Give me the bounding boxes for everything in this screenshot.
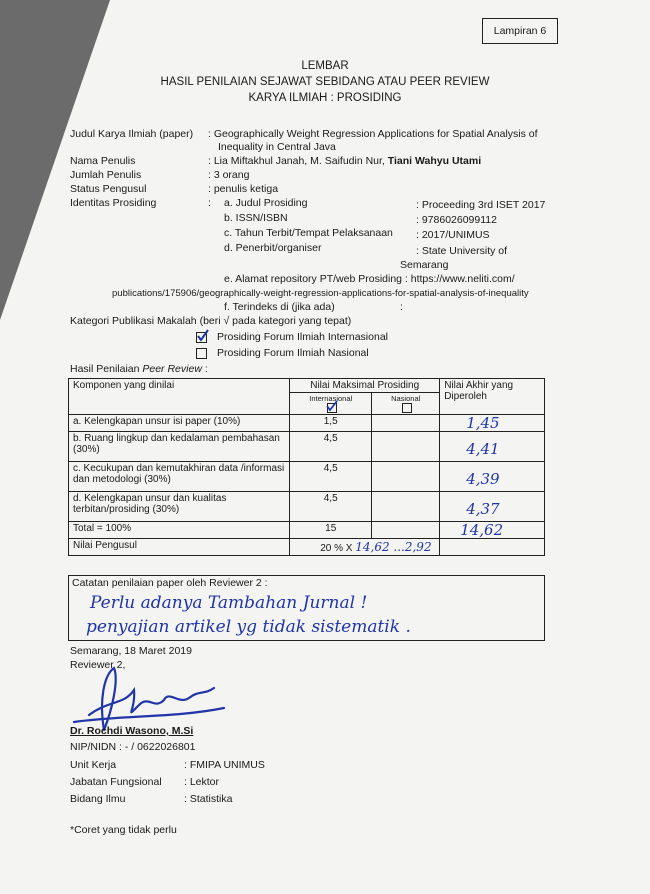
- kategori-option-label: Prosiding Forum Ilmiah Internasional: [217, 331, 388, 343]
- judul-value-cont: Inequality in Central Java: [218, 141, 336, 153]
- total-nasional: [372, 522, 440, 539]
- col-komponen: Komponen yang dinilai: [69, 379, 290, 415]
- header-line1: LEMBAR: [301, 60, 349, 72]
- checkbox-checked-icon[interactable]: [196, 332, 207, 343]
- row-score: 1,45: [440, 415, 545, 432]
- penulis-highlight: Tiani Wahyu Utami: [387, 155, 482, 167]
- col-internasional-label: Internasional: [309, 394, 353, 403]
- footnote: *Coret yang tidak perlu: [70, 824, 177, 836]
- col-internasional: [290, 393, 372, 415]
- penulis-value: [208, 155, 481, 168]
- hasil-penilaian-label: [70, 363, 208, 376]
- penerbit-value-cont: Semarang: [400, 259, 449, 271]
- issn-label: b. ISSN/ISBN: [224, 212, 288, 224]
- catatan-handwritten-line2: penyajian artikel yg tidak sistematik .: [86, 617, 411, 637]
- catatan-handwritten-line1: Perlu adanya Tambahan Jurnal !: [90, 593, 368, 613]
- kategori-option-internasional[interactable]: [196, 331, 388, 344]
- hasil-italic: Peer Review: [142, 363, 202, 375]
- col-nasional: [372, 393, 440, 415]
- pengusul-label: Nilai Pengusul: [69, 539, 290, 556]
- reviewer-name: Dr. Rochdi Wasono, M.Si: [70, 725, 194, 737]
- table-row-pengusul: [69, 539, 545, 556]
- kategori-option-nasional[interactable]: [196, 347, 369, 360]
- checkbox-empty-icon[interactable]: [402, 403, 412, 413]
- table-row-total: [69, 522, 545, 539]
- jumlah-label: Jumlah Penulis: [70, 169, 142, 181]
- penulis-label: Nama Penulis: [70, 155, 136, 167]
- jumlah-value: : 3 orang: [208, 169, 250, 181]
- row-score: 4,37: [440, 492, 545, 522]
- status-value: : penulis ketiga: [208, 183, 279, 195]
- tahun-value: : 2017/UNIMUS: [416, 229, 490, 241]
- terindeks-colon: :: [400, 301, 403, 313]
- judul-value: : Geographically Weight Regression Applications for Spatial Analysis of: [208, 128, 538, 140]
- judul-prosiding-label: a. Judul Prosiding: [224, 197, 308, 209]
- table-row: [69, 415, 545, 432]
- kategori-label: Kategori Publikasi Makalah (beri √ pada kategori yang tepat): [70, 315, 352, 327]
- row-nasional: [372, 492, 440, 522]
- row-nasional: [372, 432, 440, 462]
- jabatan-label: Jabatan Fungsional: [70, 776, 162, 788]
- row-score: 4,39: [440, 462, 545, 492]
- row-max: 4,5: [290, 492, 372, 522]
- pengusul-handwritten: 14,62 ...2,92: [355, 540, 432, 555]
- col-nilai-akhir: Nilai Akhir yang Diperoleh: [440, 379, 545, 415]
- header-line3: KARYA ILMIAH : PROSIDING: [248, 92, 402, 104]
- total-max: 15: [290, 522, 372, 539]
- row-max: 4,5: [290, 432, 372, 462]
- row-max: 4,5: [290, 462, 372, 492]
- total-score: 14,62: [440, 522, 545, 539]
- pengusul-formula: 20 % X: [320, 543, 356, 555]
- issn-value: : 9786026099112: [416, 214, 497, 226]
- hasil-colon: :: [201, 363, 208, 375]
- identitas-colon: :: [208, 197, 211, 209]
- col-nasional-label: Nasional: [391, 394, 421, 403]
- jabatan-value: : Lektor: [184, 776, 220, 788]
- row-nasional: [372, 462, 440, 492]
- row-nasional: [372, 415, 440, 432]
- status-label: Status Pengusul: [70, 183, 147, 195]
- row-label: a. Kelengkapan unsur isi paper (10%): [69, 415, 290, 432]
- penerbit-label: d. Penerbit/organiser: [224, 242, 322, 254]
- table-row: [69, 432, 545, 462]
- repository-label: e. Alamat repository PT/web Prosiding : https://www.neliti.com/: [224, 273, 515, 285]
- hasil-text: Hasil Penilaian: [70, 363, 143, 375]
- table-row: [69, 462, 545, 492]
- unit-value: : FMIPA UNIMUS: [184, 759, 265, 771]
- row-max: 1,5: [290, 415, 372, 432]
- row-label: b. Ruang lingkup dan kedalaman pembahasan (30%): [69, 432, 290, 462]
- place-date: Semarang, 18 Maret 2019: [70, 645, 192, 657]
- bidang-value: : Statistika: [184, 793, 233, 805]
- repository-url: publications/175906/geographically-weight-regression-applications-for-spatial-analysis-of-inequality: [112, 288, 529, 299]
- bidang-label: Bidang Ilmu: [70, 793, 126, 805]
- header: [0, 58, 650, 106]
- pengusul-empty: [440, 539, 545, 556]
- row-label: c. Kecukupan dan kemutakhiran data /informasi dan metodologi (30%): [69, 462, 290, 492]
- table-row: [69, 492, 545, 522]
- kategori-option-label: Prosiding Forum Ilmiah Nasional: [217, 347, 369, 359]
- row-score: 4,41: [440, 432, 545, 462]
- total-label: Total = 100%: [69, 522, 290, 539]
- col-nilai-maks: Nilai Maksimal Prosiding: [290, 379, 440, 393]
- checkbox-checked-icon[interactable]: [327, 403, 337, 413]
- row-label: d. Kelengkapan unsur dan kualitas terbitan/prosiding (30%): [69, 492, 290, 522]
- checkbox-empty-icon[interactable]: [196, 348, 207, 359]
- reviewer-title: Reviewer 2,: [70, 659, 126, 671]
- penerbit-value: : State University of: [416, 245, 508, 257]
- identitas-label: Identitas Prosiding: [70, 197, 157, 209]
- review-table: [68, 378, 545, 556]
- judul-label: Judul Karya Ilmiah (paper): [70, 128, 194, 140]
- header-line2: HASIL PENILAIAN SEJAWAT SEBIDANG ATAU PEER REVIEW: [160, 76, 490, 88]
- lampiran-box: Lampiran 6: [482, 18, 558, 44]
- unit-label: Unit Kerja: [70, 759, 117, 771]
- pengusul-value: [290, 539, 440, 556]
- penulis-names: : Lia Miftakhul Janah, M. Saifudin Nur,: [208, 155, 388, 167]
- reviewer-nip: NIP/NIDN : - / 0622026801: [70, 741, 196, 753]
- catatan-label: Catatan penilaian paper oleh Reviewer 2 :: [72, 577, 268, 589]
- judul-prosiding-value: : Proceeding 3rd ISET 2017: [416, 199, 546, 211]
- terindeks-label: f. Terindeks di (jika ada): [224, 301, 335, 313]
- tahun-label: c. Tahun Terbit/Tempat Pelaksanaan: [224, 227, 393, 239]
